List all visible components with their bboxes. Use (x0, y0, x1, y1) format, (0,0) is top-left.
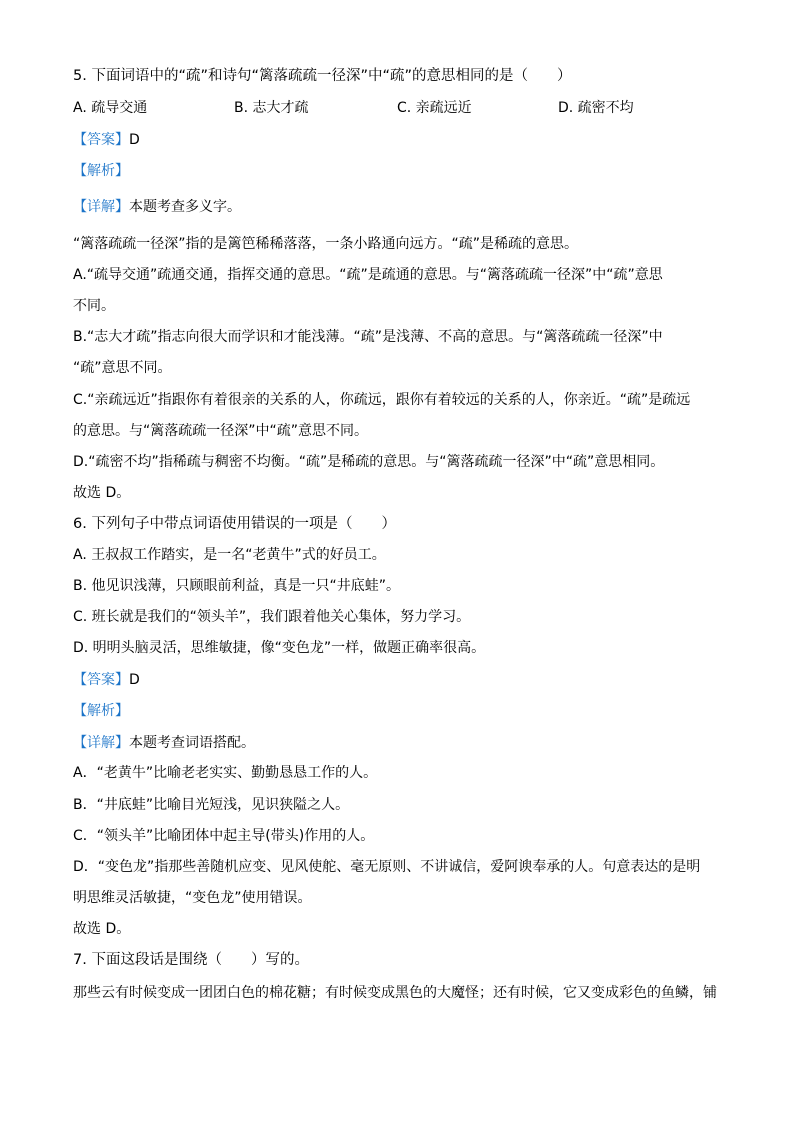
q5-line-9: 故选 D。 (73, 485, 131, 501)
answer-tag: 【答案】 (73, 132, 129, 148)
q6-option-b: B. 他见识浅薄，只顾眼前利益，真是一只“井底蛙”。 (73, 578, 401, 594)
q5-option-a: A. 疏导交通 (73, 100, 148, 116)
q6-analysis-tag: 【解析】 (73, 703, 129, 719)
q6-line-4: D．“变色龙”指那些善随机应变、见风使舵、毫无原则、不讲诚信，爱阿谀奉承的人。句意表达的是明 (73, 859, 701, 875)
answer-value: D (129, 672, 140, 688)
detail-text: 本题考查多义字。 (129, 199, 241, 215)
q5-line-2: A.“疏导交通”疏通交通，指挥交通的意思。“疏”是疏通的意思。与“篱落疏疏一径深”中“疏”意思 (73, 267, 663, 283)
q6-line-2: B．“井底蛙”比喻目光短浅，见识狭隘之人。 (73, 797, 350, 813)
q5-analysis-tag: 【解析】 (73, 163, 129, 179)
q7-stem: 7. 下面这段话是围绕（ ）写的。 (73, 952, 309, 968)
detail-tag: 【详解】 (73, 735, 129, 751)
q5-line-1: “篱落疏疏一径深”指的是篱笆稀稀落落，一条小路通向远方。“疏”是稀疏的意思。 (73, 236, 579, 252)
q6-line-3: C．“领头羊”比喻团体中起主导(带头)作用的人。 (73, 828, 375, 844)
q5-option-d: D. 疏密不均 (558, 100, 634, 116)
q6-option-a: A. 王叔叔工作踏实，是一名“老黄牛”式的好员工。 (73, 547, 386, 563)
q5-line-7: 的意思。与“篱落疏疏一径深”中“疏”意思不同。 (73, 423, 369, 439)
q5-option-b: B. 志大才疏 (234, 100, 309, 116)
q5-line-3: 不同。 (73, 298, 115, 314)
answer-value: D (129, 132, 140, 148)
q6-detail (73, 733, 255, 753)
q5-stem: 5. 下面词语中的“疏”和诗句“篱落疏疏一径深”中“疏”的意思相同的是（ ） (73, 68, 572, 84)
q6-option-c: C. 班长就是我们的“领头羊”，我们跟着他关心集体，努力学习。 (73, 609, 471, 625)
q6-answer (73, 670, 140, 690)
q5-line-8: D.“疏密不均”指稀疏与稠密不均衡。“疏”是稀疏的意思。与“篱落疏疏一径深”中“疏”意思相同。 (73, 454, 665, 470)
q5-detail (73, 197, 241, 217)
q5-line-5: “疏”意思不同。 (73, 360, 172, 376)
q6-stem: 6. 下列句子中带点词语使用错误的一项是（ ） (73, 516, 396, 532)
q6-line-1: A．“老黄牛”比喻老老实实、勤勤恳恳工作的人。 (73, 765, 378, 781)
q6-line-5: 明思维灵活敏捷，“变色龙”使用错误。 (73, 890, 312, 906)
q6-option-d: D. 明明头脑灵活，思维敏捷，像“变色龙”一样，做题正确率很高。 (73, 640, 486, 656)
q5-line-6: C.“亲疏远近”指跟你有着很亲的关系的人，你疏远，跟你有着较远的关系的人，你亲近。“疏”是疏远 (73, 392, 691, 408)
q5-answer (73, 130, 140, 150)
answer-tag: 【答案】 (73, 672, 129, 688)
q5-line-4: B.“志大才疏”指志向很大而学识和才能浅薄。“疏”是浅薄、不高的意思。与“篱落疏疏一径深”中 (73, 329, 663, 345)
q7-passage: 那些云有时候变成一团团白色的棉花糖；有时候变成黑色的大魔怪；还有时候，它又变成彩色的鱼鳞，铺 (73, 985, 717, 1001)
detail-text: 本题考查词语搭配。 (129, 735, 255, 751)
detail-tag: 【详解】 (73, 199, 129, 215)
q6-line-6: 故选 D。 (73, 921, 131, 937)
q5-option-c: C. 亲疏远近 (397, 100, 472, 116)
